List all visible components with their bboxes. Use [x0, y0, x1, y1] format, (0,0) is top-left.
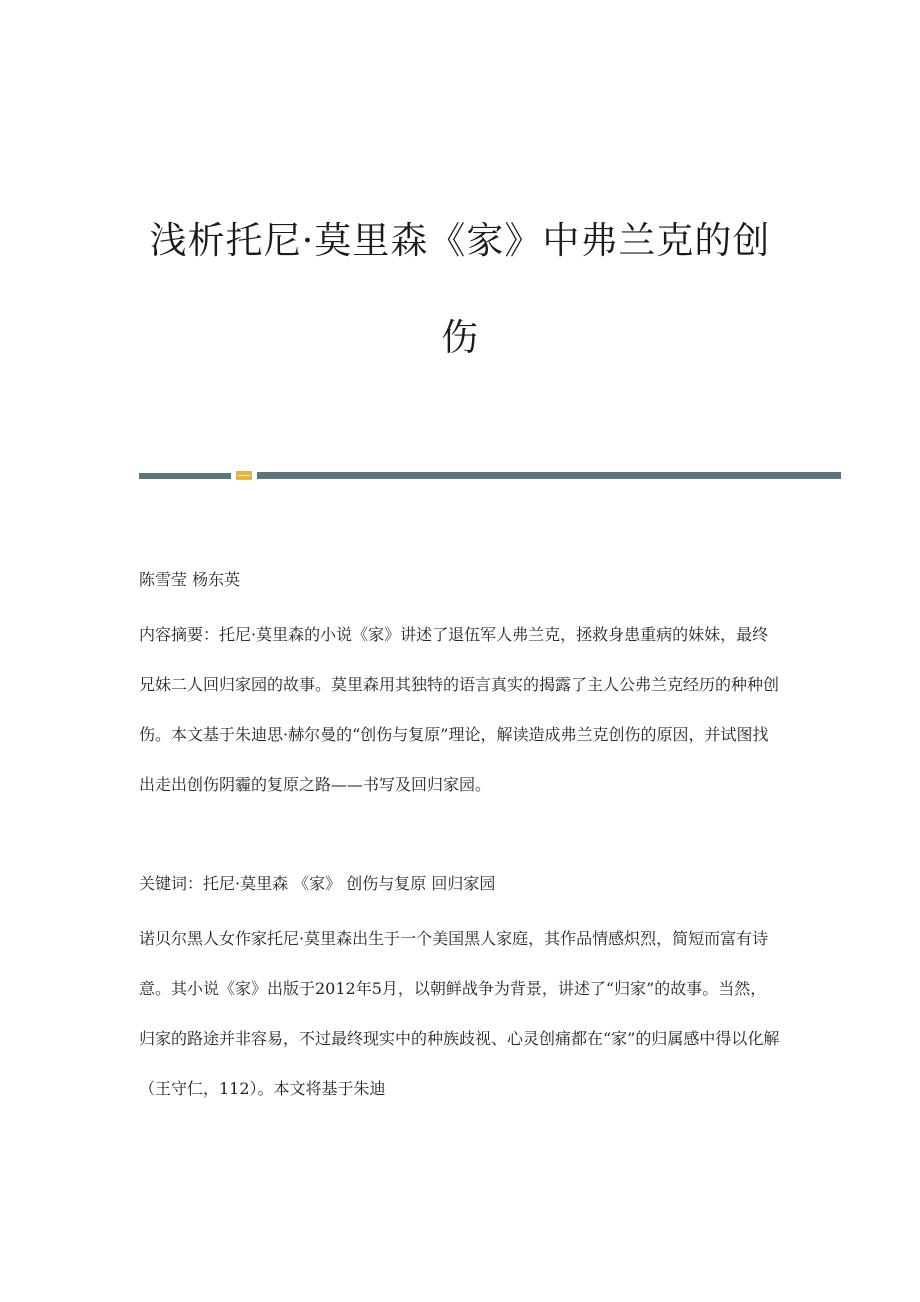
- article-title-line-2: 伤: [441, 316, 479, 359]
- body-paragraph: 诺贝尔黑人女作家托尼·莫里森出生于一个美国黑人家庭，其作品情感炽烈，简短而富有诗意。其小说《家》出版于2012年5月，以朝鲜战争为背景，讲述了“归家”的故事。当然，归家的路途并非容易，不过最终现实中的种族歧视、心灵创痛都在“家”的归属感中得以化解 （王守仁，112）。本文将基于朱迪: [139, 929, 780, 1098]
- divider-bar-right: [257, 472, 841, 479]
- title-divider: [139, 471, 841, 480]
- keywords: 关键词：托尼·莫里森 《家》 创伤与复原 回归家园: [139, 874, 496, 893]
- divider-bar-left: [139, 473, 231, 479]
- abstract: 内容摘要：托尼·莫里森的小说《家》讲述了退伍军人弗兰克，拯救身患重病的妹妹，最终兄妹二人回归家园的故事。莫里森用其独特的语言真实的揭露了主人公弗兰克经历的种种创伤。本文基于朱迪思·赫尔曼的“创伤与复原”理论，解读造成弗兰克创伤的原因，并试图找出走出创伤阴霾的复原之路——书写及回归家园。: [139, 625, 780, 794]
- divider-ornament-icon: [236, 471, 252, 480]
- authors: 陈雪莹 杨东英: [139, 570, 241, 589]
- article-title-line-1: 浅析托尼·莫里森《家》中弗兰克的创: [149, 219, 771, 262]
